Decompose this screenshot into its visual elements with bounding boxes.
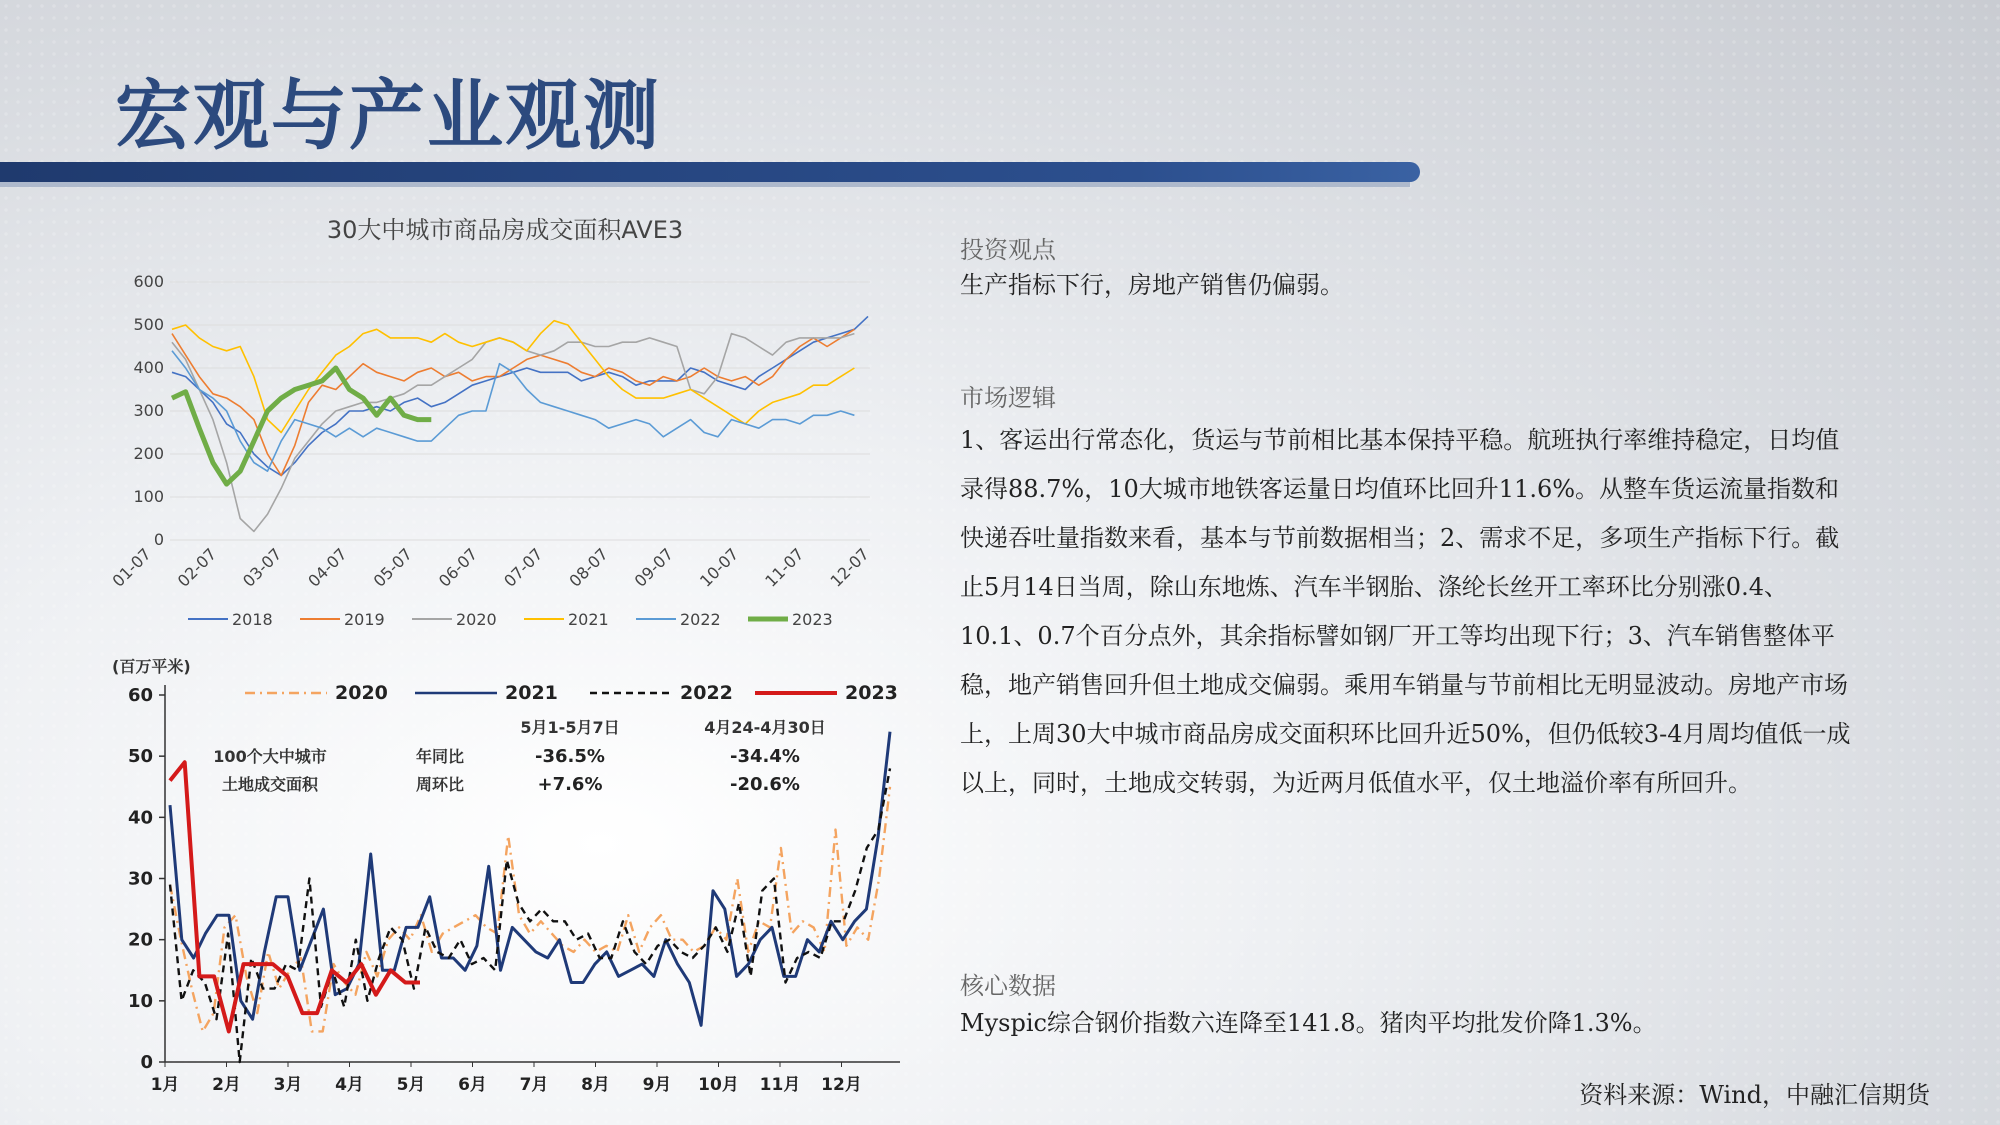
annotation-value: +7.6% [537,774,603,795]
x-tick-label: 11-07 [761,544,808,591]
header-rule [0,162,1420,182]
x-tick-label: 3月 [273,1075,303,1095]
y-tick-label: 50 [127,746,153,768]
x-tick-label: 1月 [150,1075,180,1095]
legend-label-2021: 2021 [568,610,609,629]
x-tick-label: 10月 [698,1075,739,1095]
x-tick-label: 4月 [335,1075,364,1095]
x-tick-label: 09-07 [630,544,678,591]
x-tick-label: 01-07 [108,544,155,591]
section-body-logic: 1、客运出行常态化，货运与节前相比基本保持平稳。航班执行率维持稳定，日均值录得88.7%，10大城市地铁客运量日均值环比回升11.6%。从整车货运流量指数和快递吞吐量指数来看，基本与节前数据相当；2、需求不足，多项生产指标下行。截止5月14日当周，除山东地炼、汽车半钢胎、涤纶长丝开工率环比分别涨0.4、10.1、0.7个百分点外，其余指标譬如钢厂开工等均出现下行；3、汽车销售整体平稳，地产销售回升但土地成交偏弱。乘用车销量与节前相比无明显波动。房地产市场上，上周30大中城市商品房成交面积环比回升近50%，但仍低较3-4月周均值低一成以上，同时，土地成交转弱，为近两月低值水平，仅土地溢价率有所回升。 [960,426,1851,797]
x-tick-label: 10-07 [695,544,743,591]
x-tick-label: 04-07 [304,544,351,591]
x-tick-label: 12-07 [826,544,873,591]
x-tick-label: 8月 [581,1075,610,1095]
y-tick-label: 500 [133,315,164,334]
page-title: 宏观与产业观测 [115,71,661,160]
x-tick-label: 05-07 [369,544,416,591]
chart-housing-transactions [108,210,900,650]
legend-label-2022: 2022 [680,610,721,629]
annotation-row-label: 年同比 [415,747,465,766]
y-tick-label: 20 [127,929,153,951]
section-body-core: Myspic综合钢价指数六连降至141.8。猪肉平均批发价降1.3%。 [960,1009,1657,1037]
annotation-value: -20.6% [730,774,800,795]
y-tick-label: 400 [133,358,164,377]
y-tick-label: 0 [153,530,164,549]
x-tick-label: 6月 [458,1075,487,1095]
y-tick-label: 600 [133,272,164,291]
x-tick-label: 9月 [642,1075,672,1095]
section-heading-core: 核心数据 [960,972,1056,1000]
annotation-value: -34.4% [730,746,800,767]
legend-label-2018: 2018 [232,610,273,629]
y-tick-label: 200 [133,444,164,463]
section-heading-logic: 市场逻辑 [960,384,1056,412]
chart-land-transactions [100,650,920,1095]
y-tick-label: 300 [133,401,164,420]
annotation-value: -36.5% [535,746,605,767]
annotation-label: 100个大中城市 [213,747,327,766]
x-tick-label: 11月 [759,1075,801,1095]
chart-title: 30大中城市商品房成交面积AVE3 [326,216,684,244]
x-tick-label: 07-07 [500,544,547,591]
legend-label-2023: 2023 [845,682,898,704]
y-tick-label: 100 [133,487,164,506]
annotation-col-header: 4月24-4月30日 [704,718,826,737]
series-line-2020 [170,787,890,1032]
series-line-2021 [172,321,854,433]
x-tick-label: 02-07 [173,544,221,591]
y-axis-unit: (百万平米) [112,657,191,676]
legend-label-2019: 2019 [344,610,385,629]
legend-label-2022: 2022 [680,682,733,704]
legend-label-2020: 2020 [456,610,497,629]
x-tick-label: 7月 [519,1075,549,1095]
legend-label-2023: 2023 [792,610,833,629]
series-line-2023 [170,762,420,1031]
y-tick-label: 30 [127,868,153,890]
x-tick-label: 06-07 [434,544,482,591]
y-tick-label: 60 [127,685,153,706]
series-line-2022 [170,768,890,1062]
x-tick-label: 5月 [396,1075,426,1095]
x-tick-label: 12月 [821,1075,862,1095]
section-body-view: 生产指标下行，房地产销售仍偏弱。 [960,271,1344,299]
annotation-row-label: 周环比 [415,775,465,794]
x-tick-label: 08-07 [565,544,612,591]
y-tick-label: 40 [127,807,153,829]
annotation-label: 土地成交面积 [221,775,319,794]
header-rule-accent [0,182,1410,187]
x-tick-label: 2月 [212,1075,241,1095]
y-tick-label: 10 [127,990,153,1012]
x-tick-label: 03-07 [239,544,286,591]
source-note: 资料来源：Wind，中融汇信期货 [1579,1081,1930,1109]
legend-label-2021: 2021 [505,682,558,704]
legend-label-2020: 2020 [335,682,388,704]
y-tick-label: 0 [140,1052,153,1073]
annotation-col-header: 5月1-5月7日 [520,718,620,737]
series-line-2020 [172,334,854,532]
section-heading-view: 投资观点 [960,236,1056,264]
